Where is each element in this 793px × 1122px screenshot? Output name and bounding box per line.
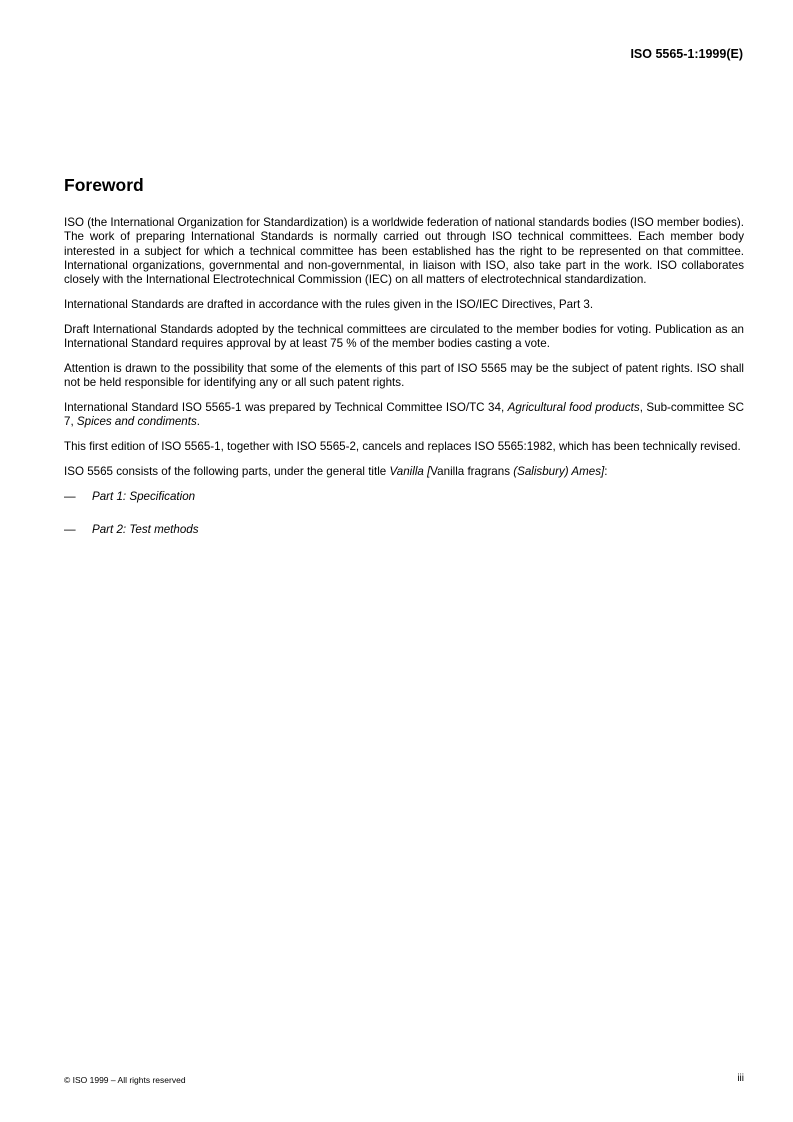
- document-id: ISO 5565-1:1999(E): [630, 47, 743, 61]
- paragraph-directives: International Standards are drafted in accordance with the rules given in the ISO/IEC Directives, Part 3.: [64, 297, 594, 311]
- paragraph-iso-intro: ISO (the International Organization for Standardization) is a worldwide federation of national standards bodies (ISO member bodies). The work of preparing International Standards is normally carried out through ISO technical committees. Each member body interested in a subject for which a technical committee has been established has the right to be represented on that committee. International organizations, governmental and non-governmental, in liaison with ISO, also take part in the work. ISO collaborates closely with the International Electrotechnical Commission (IEC) on all matters of electrotechnical standardization.: [64, 216, 744, 287]
- committee-end: .: [196, 415, 200, 429]
- parts-intro-text: ISO 5565 consists of the following parts, under the general title: [64, 464, 390, 478]
- copyright-notice: © ISO 1999 – All rights reserved: [64, 1075, 186, 1085]
- dash-marker: —: [64, 489, 76, 503]
- list-item-part-1: [64, 490, 744, 504]
- paragraph-parts-intro: [64, 465, 744, 479]
- page-number: iii: [737, 1073, 744, 1084]
- foreword-section: [64, 175, 744, 556]
- general-title: Vanilla [: [389, 464, 431, 478]
- dash-marker: —: [64, 522, 76, 536]
- list-item-part-2: [64, 523, 744, 537]
- paragraph-voting: Draft International Standards adopted by the technical committees are circulated to the member bodies for voting. Publication as an International Standard requires approval by at least 75 % of the member bodies casting a vote.: [64, 322, 744, 351]
- committee-title: Agricultural food products: [507, 400, 640, 414]
- committee-text: International Standard ISO 5565-1 was prepared by Technical Committee ISO/TC 34,: [64, 400, 508, 414]
- paragraph-patent: Attention is drawn to the possibility that some of the elements of this part of ISO 5565 may be the subject of patent rights. ISO shall not be held responsible for identifying any or all such patent rights.: [64, 361, 744, 390]
- subcommittee-title: Spices and condiments: [76, 415, 197, 429]
- page-title: Foreword: [64, 175, 144, 195]
- species-name: Vanilla fragrans: [430, 464, 514, 478]
- paragraph-edition: This first edition of ISO 5565-1, together with ISO 5565-2, cancels and replaces ISO 5565:1982, which has been technically revised.: [64, 440, 741, 454]
- paragraph-committee: [64, 401, 744, 430]
- parts-intro-end: :: [604, 464, 608, 478]
- part-label: Part 1: Specification: [92, 489, 196, 503]
- species-authority: (Salisbury) Ames]: [513, 464, 605, 478]
- part-label: Part 2: Test methods: [92, 522, 199, 536]
- subcommittee-text: , Sub-committee SC 7,: [64, 400, 744, 429]
